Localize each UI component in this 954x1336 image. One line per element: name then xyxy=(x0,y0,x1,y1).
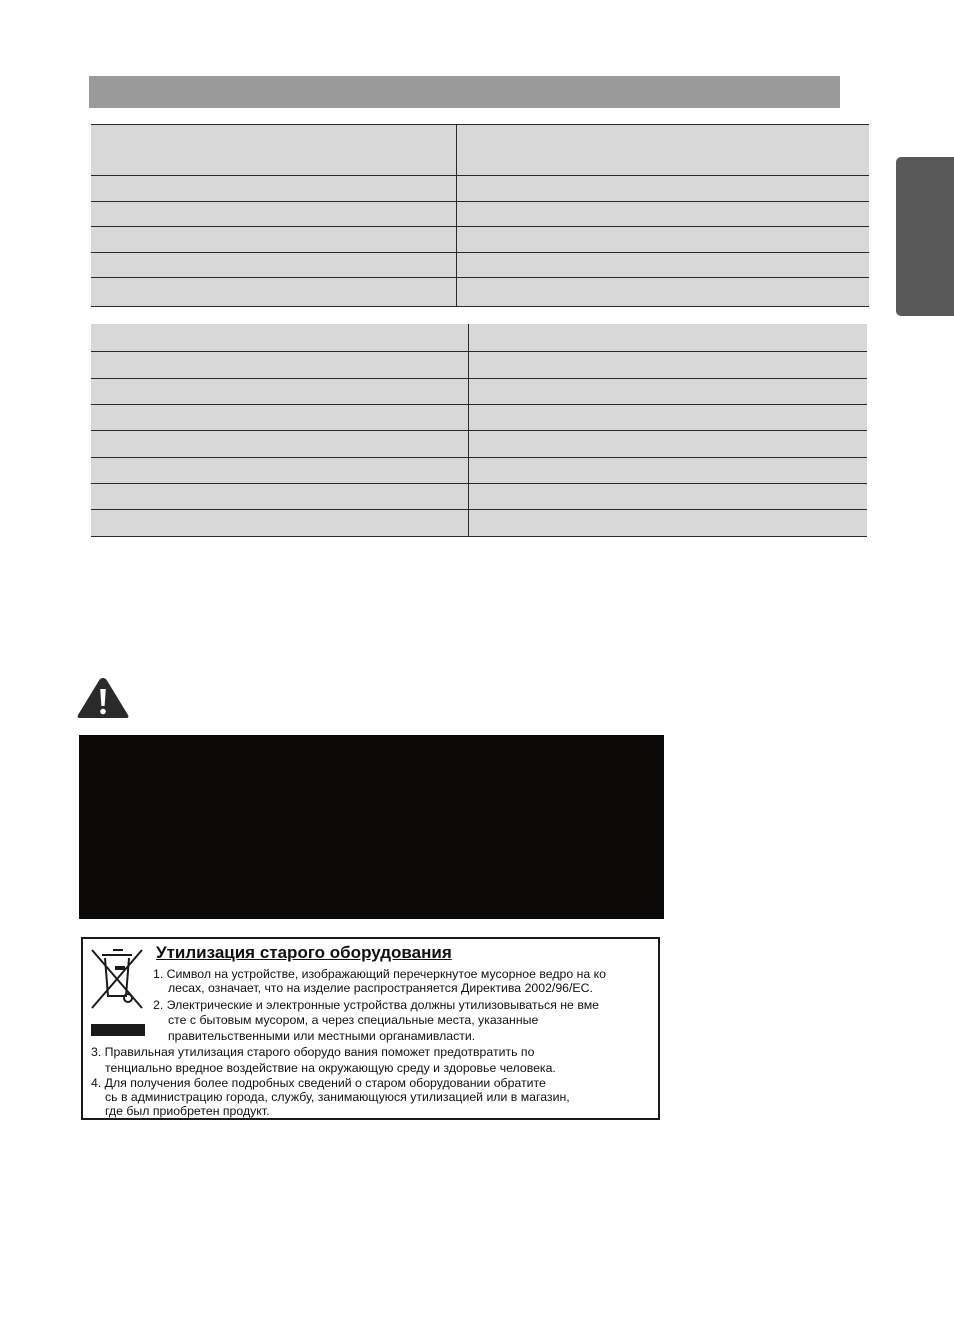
disposal-text-line: тенциально вредное воздействие на окружающую среду и здоровье человека. xyxy=(105,1061,556,1075)
table-cell xyxy=(456,227,869,253)
table-cell xyxy=(456,278,869,307)
spec-table-2 xyxy=(91,324,867,537)
table-cell xyxy=(91,278,456,307)
table-cell xyxy=(91,483,468,509)
table-row xyxy=(91,278,869,307)
disposal-text-line: лесах, означает, что на изделие распространяется Директива 2002/96/EC. xyxy=(168,981,593,995)
table-cell xyxy=(468,509,867,536)
table-row xyxy=(91,509,867,536)
disposal-text-line: 4. Для получения более подробных сведений о старом оборудовании обратите xyxy=(91,1076,546,1090)
table-cell xyxy=(91,457,468,483)
table-cell xyxy=(91,202,456,227)
table-cell xyxy=(91,125,456,176)
disposal-notice xyxy=(81,937,660,1120)
crossed-out-wheelie-bin-icon xyxy=(89,946,145,1012)
table-cell xyxy=(456,253,869,278)
table-row xyxy=(91,404,867,430)
table-cell xyxy=(91,351,468,378)
table-cell xyxy=(91,378,468,404)
disposal-text-line: где был приобретен продукт. xyxy=(105,1104,270,1118)
table-row xyxy=(91,227,869,253)
table-cell xyxy=(468,378,867,404)
warning-triangle-icon xyxy=(76,676,130,720)
table-cell xyxy=(468,351,867,378)
table-cell xyxy=(91,227,456,253)
section-header-bar xyxy=(89,76,840,108)
table-row xyxy=(91,253,869,278)
disposal-text-line: 3. Правильная утилизация старого оборудо вания поможет предотвратить по xyxy=(91,1045,535,1059)
table-cell xyxy=(456,202,869,227)
table-row xyxy=(91,430,867,457)
table-cell xyxy=(91,324,468,351)
bin-underline-bar xyxy=(91,1024,145,1036)
table-cell xyxy=(91,509,468,536)
table-row xyxy=(91,324,867,351)
table-row xyxy=(91,378,867,404)
table-cell xyxy=(468,324,867,351)
table-row xyxy=(91,176,869,202)
table-row xyxy=(91,483,867,509)
disposal-text-line: сте с бытовым мусором, а через специальные места, указанные xyxy=(168,1013,539,1027)
table-cell xyxy=(91,253,456,278)
table-row xyxy=(91,351,867,378)
table-row xyxy=(91,125,869,176)
table-cell xyxy=(468,457,867,483)
table-cell xyxy=(91,430,468,457)
table-cell xyxy=(91,176,456,202)
table-cell xyxy=(468,483,867,509)
spec-table-1 xyxy=(91,124,869,307)
disposal-text-line: 2. Электрические и электронные устройства должны утилизовываться не вме xyxy=(153,998,600,1012)
table-cell xyxy=(456,176,869,202)
disposal-text-line: 1. Символ на устройстве, изображающий перечеркнутое мусорное ведро на ко xyxy=(153,967,606,981)
disposal-text-line: правительственными или местными органамивласти. xyxy=(168,1029,476,1043)
notice-black-box xyxy=(79,735,664,919)
table-cell xyxy=(456,125,869,176)
disposal-text-line: сь в администрацию города, службу, занимающуюся утилизацией или в магазин, xyxy=(105,1090,570,1104)
disposal-title: Утилизация старого оборудования xyxy=(156,943,452,962)
table-row xyxy=(91,202,869,227)
language-side-tab xyxy=(896,157,954,316)
table-row xyxy=(91,457,867,483)
table-cell xyxy=(468,430,867,457)
table-cell xyxy=(91,404,468,430)
table-cell xyxy=(468,404,867,430)
